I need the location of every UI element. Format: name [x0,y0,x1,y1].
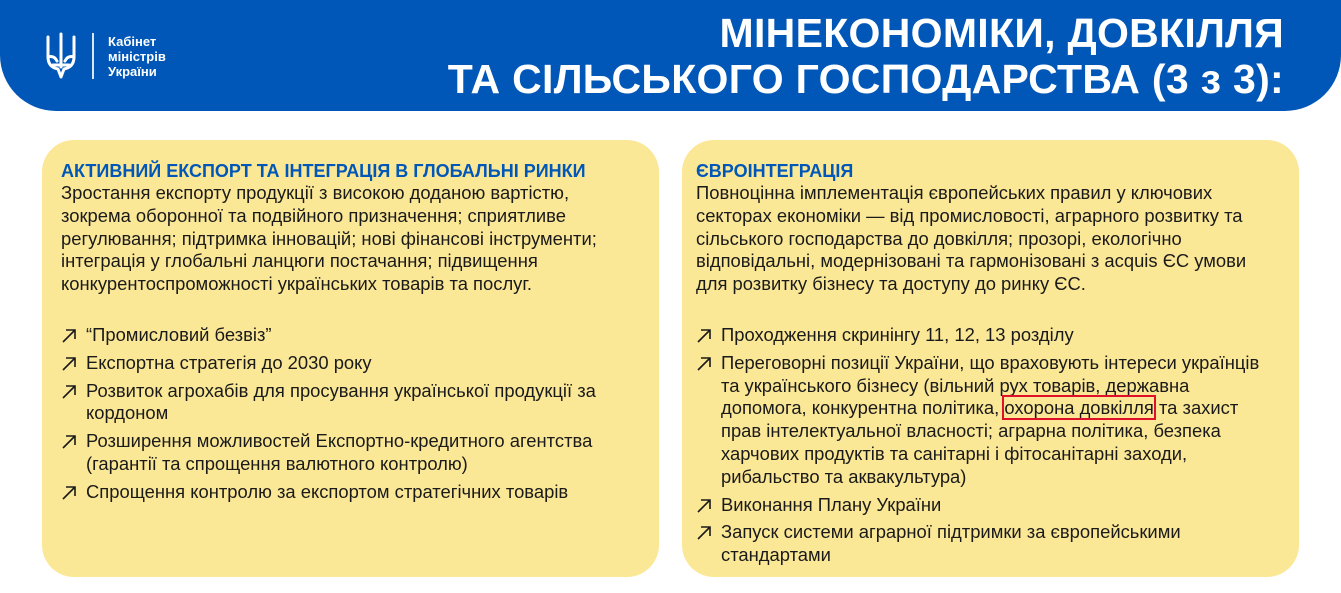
card-list [61,324,639,504]
arrow-up-right-icon [696,498,712,514]
page-title-line: ТА СІЛЬСЬКОГО ГОСПОДАРСТВА (3 з 3): [447,56,1284,102]
arrow-up-right-icon [61,485,77,501]
list-item-text: “Промисловий безвіз” [86,323,272,345]
arrow-up-right-icon [61,356,77,372]
arrow-up-right-icon [61,328,77,344]
list-item-text-part: та захист прав інтелектуальної власності; аграрна політика, безпека харчових продуктів та санітарні і фітосанітарні заходи, рибальство та аквакультура) [721,397,1239,487]
export-card [42,140,659,577]
list-item [61,380,639,426]
list-item [696,521,1279,567]
highlighted-phrase: охорона довкілля [1004,397,1154,419]
list-item [696,352,1279,489]
card-description: Зростання експорту продукції з високою доданою вартістю, зокрема оборонної та подвійного призначення; сприятливе регулювання; підтримка інновацій; нові фінансові інструменти; інтеграція у глобальні ланцюги постачання; підвищення конкурентоспроможності українських товарів та послуг. [61,182,597,295]
arrow-up-right-icon [61,384,77,400]
list-item-text-part: Переговорні позиції України, що враховують інтереси українців та українського бізнесу (вільний рух товарів, державна допомога, конкурентна політика, [721,351,1260,419]
arrow-up-right-icon [696,356,712,372]
list-item-text: Виконання Плану України [721,493,942,515]
logo-line: міністрів [108,48,166,64]
page-title [448,10,1284,102]
list-item [696,324,1279,347]
card-list [696,324,1279,567]
card-title: ЄВРОІНТЕГРАЦІЯ [696,161,854,181]
list-item [61,430,639,476]
logo-text [108,34,166,79]
page-title-line: МІНЕКОНОМІКИ, ДОВКІЛЛЯ [719,10,1284,56]
eurointegration-card [682,140,1299,577]
card-description: Повноцінна імплементація європейських правил у ключових секторах економіки — від промисловості, аграрного розвитку та сільського господарства до довкілля; прозорі, екологічно відповідальні, модернізовані та гармонізовані з acquis ЄС умови для розвитку бізнесу та доступу до ринку ЄС. [696,182,1247,295]
list-item-text [721,352,1259,487]
list-item-text: Проходження скринінгу 11, 12, 13 розділу [721,323,1074,345]
logo-line: Кабінет [108,33,157,49]
arrow-up-right-icon [696,525,712,541]
header-banner [0,0,1341,111]
trident-icon [44,31,78,81]
list-item-text: Розширення можливостей Експортно-кредитного агентства (гарантії та спрощення валютного контролю) [86,430,593,474]
arrow-up-right-icon [696,328,712,344]
list-item [696,494,1279,517]
list-item [61,481,639,504]
list-item-text: Запуск системи аграрної підтримки за європейськими стандартами [721,521,1181,566]
arrow-up-right-icon [61,434,77,450]
list-item-text: Розвиток агрохабів для просування української продукції за кордоном [86,379,596,424]
card-title: АКТИВНИЙ ЕКСПОРТ ТА ІНТЕГРАЦІЯ В ГЛОБАЛЬНІ РИНКИ [61,161,586,181]
list-item [61,352,639,375]
cabinet-logo [44,31,166,81]
logo-divider [92,33,94,79]
list-item-text: Експортна стратегія до 2030 року [86,351,372,373]
list-item-text: Спрощення контролю за експортом стратегічних товарів [86,480,569,502]
list-item [61,324,639,347]
logo-line: України [108,63,157,79]
